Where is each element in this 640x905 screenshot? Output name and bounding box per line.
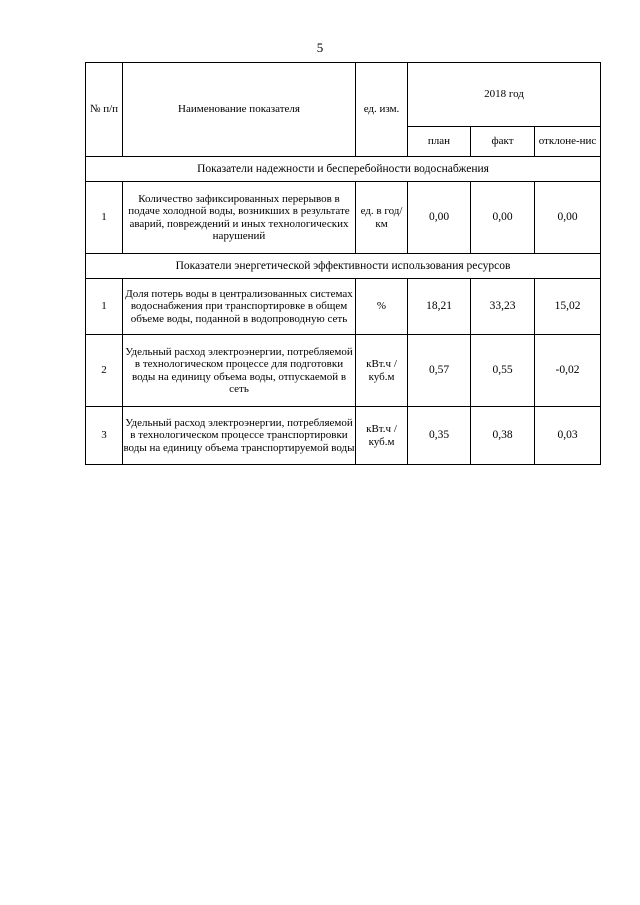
table-row <box>86 407 601 465</box>
header-name: Наименование показателя <box>123 63 356 157</box>
row-unit: кВт.ч / куб.м <box>356 335 408 407</box>
section-title-reliability: Показатели надежности и бесперебойности водоснабжения <box>86 157 601 182</box>
row-name: Удельный расход электроэнергии, потребляемой в технологическом процессе транспортировки воды на единицу объема транспортируемой воды <box>123 407 356 465</box>
row-fact: 33,23 <box>471 279 535 335</box>
page-number: 5 <box>316 40 324 55</box>
row-plan: 18,21 <box>408 279 471 335</box>
section-title-energy: Показатели энергетической эффективности использования ресурсов <box>86 254 601 279</box>
row-unit: % <box>356 279 408 335</box>
row-name: Удельный расход электроэнергии, потребляемой в технологическом процессе для подготовки воды на единицу объема воды, отпускаемой в сеть <box>123 335 356 407</box>
row-num: 2 <box>86 335 123 407</box>
table-row <box>86 182 601 254</box>
row-unit: кВт.ч / куб.м <box>356 407 408 465</box>
header-fact: факт <box>471 127 535 157</box>
row-fact: 0,38 <box>471 407 535 465</box>
row-unit: ед. в год/ км <box>356 182 408 254</box>
row-num: 1 <box>86 279 123 335</box>
header-plan: план <box>408 127 471 157</box>
header-year: 2018 год <box>408 63 601 127</box>
row-plan: 0,35 <box>408 407 471 465</box>
row-deviation: 0,03 <box>535 407 601 465</box>
row-fact: 0,55 <box>471 335 535 407</box>
row-fact: 0,00 <box>471 182 535 254</box>
indicators-table <box>85 62 601 465</box>
row-name: Доля потерь воды в централизованных системах водоснабжения при транспортировке в общем объеме воды, поданной в водопроводную сеть <box>123 279 356 335</box>
table-header-row <box>86 63 601 127</box>
section-row <box>86 157 601 182</box>
table-row <box>86 335 601 407</box>
header-unit: ед. изм. <box>356 63 408 157</box>
section-row <box>86 254 601 279</box>
row-num: 3 <box>86 407 123 465</box>
row-name: Количество зафиксированных перерывов в подаче холодной воды, возникших в результате аварий, повреждений и иных технологических нарушений <box>123 182 356 254</box>
header-num: № п/п <box>86 63 123 157</box>
row-plan: 0,57 <box>408 335 471 407</box>
row-plan: 0,00 <box>408 182 471 254</box>
row-deviation: 15,02 <box>535 279 601 335</box>
row-deviation: 0,00 <box>535 182 601 254</box>
row-deviation: -0,02 <box>535 335 601 407</box>
table-row <box>86 279 601 335</box>
header-deviation: отклоне-нис <box>535 127 601 157</box>
row-num: 1 <box>86 182 123 254</box>
